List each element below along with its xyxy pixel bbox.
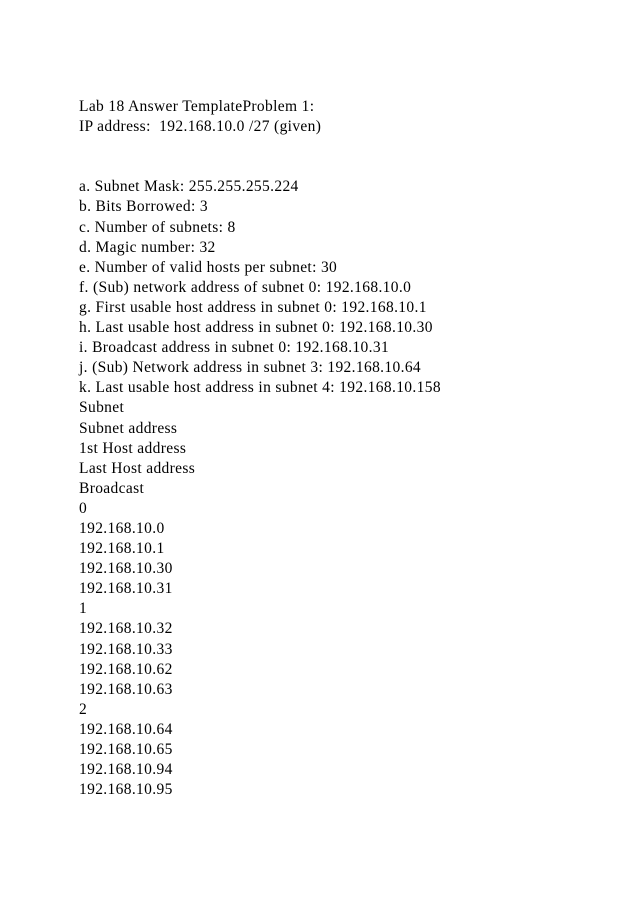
table-header <box>79 398 441 498</box>
answer-magic-number: d. Magic number: 32 <box>79 238 216 256</box>
answer-network-address-subnet-3: j. (Sub) Network address in subnet 3: 192.168.10.64 <box>79 359 422 377</box>
table-cell-subnet-address: 192.168.10.0 <box>79 519 165 537</box>
table-row <box>79 599 441 699</box>
table-cell-subnet: 2 <box>79 700 88 718</box>
answer-network-address-subnet-0: f. (Sub) network address of subnet 0: 192.168.10.0 <box>79 278 412 296</box>
answer-valid-hosts: e. Number of valid hosts per subnet: 30 <box>79 258 338 276</box>
table-cell-subnet-address: 192.168.10.32 <box>79 620 173 638</box>
table-cell-last-host: 192.168.10.94 <box>79 761 173 779</box>
table-cell-first-host: 192.168.10.1 <box>79 540 165 558</box>
spacer <box>79 137 441 177</box>
column-header-subnet: Subnet <box>79 399 125 417</box>
answer-bits-borrowed: b. Bits Borrowed: 3 <box>79 198 208 216</box>
ip-address-line: IP address: 192.168.10.0 /27 (given) <box>79 118 322 136</box>
table-row <box>79 700 441 800</box>
column-header-first-host: 1st Host address <box>79 439 187 457</box>
table-cell-subnet: 1 <box>79 600 88 618</box>
answer-subnet-mask: a. Subnet Mask: 255.255.255.224 <box>79 178 299 196</box>
table-cell-broadcast: 192.168.10.31 <box>79 580 173 598</box>
answer-broadcast-subnet-0: i. Broadcast address in subnet 0: 192.168.10.31 <box>79 339 390 357</box>
table-cell-first-host: 192.168.10.33 <box>79 640 173 658</box>
answer-number-of-subnets: c. Number of subnets: 8 <box>79 218 236 236</box>
document-title: Lab 18 Answer TemplateProblem 1: <box>79 98 315 115</box>
table-cell-last-host: 192.168.10.62 <box>79 660 173 678</box>
table-row <box>79 499 441 599</box>
column-header-broadcast: Broadcast <box>79 479 145 497</box>
document-body <box>79 97 441 800</box>
column-header-last-host: Last Host address <box>79 459 196 477</box>
table-cell-broadcast: 192.168.10.95 <box>79 781 173 799</box>
table-cell-subnet: 0 <box>79 499 88 517</box>
column-header-subnet-address: Subnet address <box>79 419 178 437</box>
subnet-table <box>79 398 441 800</box>
answer-first-host-subnet-0: g. First usable host address in subnet 0: 192.168.10.1 <box>79 298 427 316</box>
table-cell-broadcast: 192.168.10.63 <box>79 680 173 698</box>
table-cell-last-host: 192.168.10.30 <box>79 560 173 578</box>
answer-last-host-subnet-4: k. Last usable host address in subnet 4: 192.168.10.158 <box>79 379 441 397</box>
answer-list <box>79 177 441 398</box>
table-cell-first-host: 192.168.10.65 <box>79 741 173 758</box>
table-cell-subnet-address: 192.168.10.64 <box>79 720 173 738</box>
answer-last-host-subnet-0: h. Last usable host address in subnet 0: 192.168.10.30 <box>79 319 433 337</box>
